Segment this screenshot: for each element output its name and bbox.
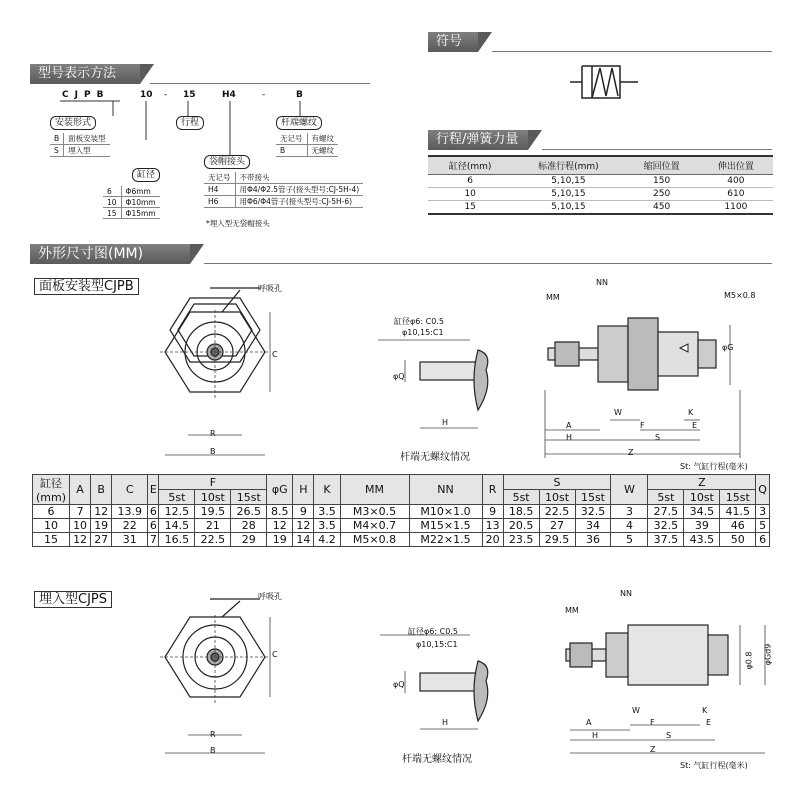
cjpb-dim-Z: Z: [628, 448, 634, 457]
mount-option-row: [50, 145, 110, 157]
table-cell: 15: [428, 201, 512, 215]
bore-option-row: [103, 186, 160, 197]
cjpb-rod-caption: 杆端无螺纹情况: [400, 452, 470, 463]
bore-option-row: [103, 197, 160, 208]
table-cell: 3: [611, 505, 648, 519]
bore-options-table: [103, 186, 160, 219]
table-cell: 14: [293, 533, 314, 547]
table-cell: 27.5: [648, 505, 684, 519]
table-cell: 6: [33, 505, 70, 519]
thread-options-table: [276, 133, 338, 157]
table-row: [33, 505, 770, 519]
cjpb-drawings: [0, 270, 800, 470]
cjpb-dim-H: H: [566, 433, 573, 442]
mount-type-pill: 安装形式: [50, 116, 96, 130]
stroke-col-extended: 伸出位置: [699, 156, 773, 175]
table-cell: 3.5: [314, 519, 340, 533]
cjpb-dim-K: K: [688, 408, 694, 417]
fitting-pill: 袋帽接头: [204, 155, 250, 169]
cjps-dim-B: B: [210, 746, 216, 755]
bore-option-code: 6: [103, 186, 121, 197]
cjps-rod-dim-H: H: [442, 718, 449, 727]
thread-pill: 杆端螺纹: [276, 116, 322, 130]
bore-option-desc: Φ15mm: [121, 208, 160, 219]
model-code-thread: B: [296, 90, 303, 100]
table-cell: M15×1.5: [409, 519, 482, 533]
cjpb-title: 面板安装型CJPB: [34, 278, 139, 295]
cjpb-rod-note2: φ10,15:C1: [402, 328, 444, 337]
table-cell: 12: [293, 519, 314, 533]
model-code-prefix: CJPB: [62, 90, 110, 100]
cjps-dim-MM: MM: [565, 606, 579, 615]
outline-header-rule: [204, 263, 772, 264]
dims-header-row: [33, 475, 770, 490]
stroke-col-bore: 缸径(mm): [428, 156, 512, 175]
table-row: [428, 188, 773, 201]
table-cell: 8.5: [267, 505, 293, 519]
dims-col-W: W: [611, 475, 648, 505]
symbol-header-text: 符号: [436, 34, 463, 49]
table-cell: M4×0.7: [340, 519, 409, 533]
model-code-dash1: -: [164, 90, 168, 100]
table-cell: 400: [699, 175, 773, 188]
cjps-dim-K: K: [702, 706, 708, 715]
dims-sub-S-10st: 10st: [539, 490, 575, 505]
bore-option-code: 15: [103, 208, 121, 219]
table-cell: 39: [684, 519, 720, 533]
table-cell: 5: [611, 533, 648, 547]
table-cell: 41.5: [720, 505, 756, 519]
cjpb-dim-R: R: [210, 429, 216, 438]
cjpb-dim-F: F: [640, 421, 645, 430]
table-cell: 21: [195, 519, 231, 533]
mount-option-desc: 面板安装型: [64, 133, 110, 145]
table-cell: 9: [482, 505, 503, 519]
table-cell: 12: [267, 519, 293, 533]
thread-option-desc: 无螺纹: [307, 145, 338, 157]
fitting-option-code: H4: [204, 184, 235, 196]
table-cell: 29: [231, 533, 267, 547]
dims-col-C: C: [112, 475, 148, 505]
cjpb-dim-W: W: [614, 408, 622, 417]
table-cell: 6: [428, 175, 512, 188]
cjps-rod-caption: 杆端无螺纹情况: [402, 754, 472, 765]
table-cell: 32.5: [575, 505, 611, 519]
table-cell: 12.5: [159, 505, 195, 519]
table-cell: 9: [293, 505, 314, 519]
dims-col-NN: NN: [409, 475, 482, 505]
dims-body: [33, 505, 770, 547]
table-cell: 150: [625, 175, 699, 188]
table-cell: 50: [720, 533, 756, 547]
bore-option-desc: Φ10mm: [121, 197, 160, 208]
stroke-force-table: [428, 155, 773, 215]
cjpb-dim-M5: M5×0.8: [724, 291, 756, 300]
bore-pill: 缸径: [132, 168, 160, 182]
table-cell: 4.2: [314, 533, 340, 547]
table-cell: M5×0.8: [340, 533, 409, 547]
outline-header-text: 外形尺寸图(MM): [38, 246, 144, 262]
dims-col-R: R: [482, 475, 503, 505]
dims-col-Q: Q: [756, 475, 770, 505]
cjps-dim-Z: Z: [650, 745, 656, 754]
dims-col-H: H: [293, 475, 314, 505]
cjps-dim-C: C: [272, 650, 278, 659]
table-cell: 20.5: [503, 519, 539, 533]
table-cell: 28: [231, 519, 267, 533]
table-cell: M10×1.0: [409, 505, 482, 519]
table-cell: 32.5: [648, 519, 684, 533]
table-cell: 6: [148, 519, 159, 533]
mount-option-code: S: [50, 145, 64, 157]
dims-sub-S-15st: 15st: [575, 490, 611, 505]
cjpb-dim-S: S: [655, 433, 661, 442]
table-row: [428, 201, 773, 215]
dims-sub-F-10st: 10st: [195, 490, 231, 505]
table-cell: 26.5: [231, 505, 267, 519]
thread-option-row: [276, 133, 338, 145]
table-cell: 5: [756, 519, 770, 533]
cjps-dim-S: S: [666, 731, 672, 740]
model-code-bore: 10: [140, 90, 153, 100]
table-cell: 13.9: [112, 505, 148, 519]
cjpb-rod-note1: 缸径φ6: C0.5: [394, 317, 444, 326]
table-cell: 12: [70, 533, 91, 547]
table-cell: 22.5: [195, 533, 231, 547]
table-row: [33, 519, 770, 533]
table-cell: 5,10,15: [512, 201, 624, 215]
table-cell: 6: [148, 505, 159, 519]
table-cell: 3.5: [314, 505, 340, 519]
cjps-dim-NN: NN: [620, 589, 632, 598]
cjps-dim-Gd9: φGd9: [763, 643, 773, 666]
dims-sub-F-5st: 5st: [159, 490, 195, 505]
fitting-option-desc: 不带接头: [235, 172, 363, 184]
thread-option-code: 无记号: [276, 133, 307, 145]
cjps-dim-W: W: [632, 706, 640, 715]
model-code-dash2: -: [262, 90, 266, 100]
table-cell: M22×1.5: [409, 533, 482, 547]
table-cell: 29.5: [539, 533, 575, 547]
cjpb-dim-B: B: [210, 447, 216, 456]
cjps-rod-note2: φ10,15:C1: [416, 640, 458, 649]
cjps-st-note: St: 气缸行程(毫米): [680, 761, 748, 770]
table-cell: 37.5: [648, 533, 684, 547]
fitting-options-table: [204, 172, 363, 208]
cjpb-breather-label: 呼吸孔: [258, 284, 282, 293]
cjpb-dim-NN: NN: [596, 278, 608, 287]
table-cell: 13: [482, 519, 503, 533]
bore-option-row: [103, 208, 160, 219]
table-cell: 19: [91, 519, 112, 533]
dims-sub-F-15st: 15st: [231, 490, 267, 505]
table-cell: 27: [91, 533, 112, 547]
cjpb-st-note: St: 气缸行程(毫米): [680, 462, 748, 471]
cjpb-dim-Q: φQ: [393, 372, 405, 381]
cylinder-symbol: [560, 58, 680, 110]
dims-col-A: A: [70, 475, 91, 505]
dims-col-K: K: [314, 475, 340, 505]
cjps-dim-Q: φQ: [393, 680, 405, 689]
mount-option-code: B: [50, 133, 64, 145]
dims-col-B: B: [91, 475, 112, 505]
model-code-stroke: 15: [183, 90, 196, 100]
dimensions-table: [32, 474, 770, 547]
cjps-title: 埋入型CJPS: [34, 591, 112, 608]
table-cell: 34.5: [684, 505, 720, 519]
cjpb-dim-E: E: [692, 421, 698, 430]
table-cell: 6: [756, 533, 770, 547]
dims-col-F: F: [159, 475, 267, 490]
table-cell: 31: [112, 533, 148, 547]
cjps-breather-label: 呼吸孔: [258, 592, 282, 601]
cjps-dim-H: H: [592, 731, 599, 740]
table-cell: 19.5: [195, 505, 231, 519]
dims-col-S: S: [503, 475, 611, 490]
table-cell: 46: [720, 519, 756, 533]
table-cell: 10: [70, 519, 91, 533]
dims-col-G: φG: [267, 475, 293, 505]
cjps-dim-F: F: [650, 718, 655, 727]
fitting-option-row: [204, 196, 363, 208]
table-cell: 12: [91, 505, 112, 519]
table-cell: 20: [482, 533, 503, 547]
dims-sub-Z-15st: 15st: [720, 490, 756, 505]
fitting-option-code: 无记号: [204, 172, 235, 184]
table-cell: 22.5: [539, 505, 575, 519]
table-cell: 4: [611, 519, 648, 533]
table-cell: M3×0.5: [340, 505, 409, 519]
cjps-dim-A: A: [586, 718, 592, 727]
stroke-force-header-text: 行程/弹簧力量: [436, 132, 519, 147]
outline-header: [30, 244, 190, 264]
table-cell: 5,10,15: [512, 188, 624, 201]
dims-sub-Z-10st: 10st: [684, 490, 720, 505]
cjps-rod-note1: 缸径φ6: C0.5: [408, 627, 458, 636]
cjps-dim-E: E: [706, 718, 712, 727]
mount-options-table: [50, 133, 110, 157]
table-row: [428, 175, 773, 188]
table-cell: 19: [267, 533, 293, 547]
table-row: [33, 533, 770, 547]
table-cell: 14.5: [159, 519, 195, 533]
cjpb-dim-C: C: [272, 350, 278, 359]
table-cell: 27: [539, 519, 575, 533]
table-cell: 450: [625, 201, 699, 215]
table-cell: 5,10,15: [512, 175, 624, 188]
model-code-fitting: H4: [222, 90, 236, 100]
table-cell: 23.5: [503, 533, 539, 547]
table-cell: 36: [575, 533, 611, 547]
dims-col-Z: Z: [648, 475, 756, 490]
model-header-text: 型号表示方法: [38, 66, 117, 81]
table-cell: 15: [33, 533, 70, 547]
thread-option-code: B: [276, 145, 307, 157]
dims-col-bore: 缸径 (mm): [33, 475, 70, 505]
dims-col-E: E: [148, 475, 159, 505]
mount-option-row: [50, 133, 110, 145]
table-cell: 43.5: [684, 533, 720, 547]
bore-option-desc: Φ6mm: [121, 186, 160, 197]
table-cell: 7: [70, 505, 91, 519]
cjps-dim-D08: φ0.8: [744, 651, 754, 670]
table-cell: 34: [575, 519, 611, 533]
fitting-option-desc: 用Φ4/Φ2.5管子(接头型号:CJ-5H-4): [235, 184, 363, 196]
fitting-option-row: [204, 172, 363, 184]
thread-option-desc: 有螺纹: [307, 133, 338, 145]
table-cell: 22: [112, 519, 148, 533]
mount-option-desc: 埋入型: [64, 145, 110, 157]
dims-sub-S-5st: 5st: [503, 490, 539, 505]
stroke-pill: 行程: [176, 116, 204, 130]
bore-option-code: 10: [103, 197, 121, 208]
stroke-col-standard: 标准行程(mm): [512, 156, 624, 175]
cjpb-dim-A: A: [566, 421, 572, 430]
table-cell: 1100: [699, 201, 773, 215]
cjps-dim-R: R: [210, 730, 216, 739]
dims-sub-Z-5st: 5st: [648, 490, 684, 505]
fitting-option-row: [204, 184, 363, 196]
table-cell: 16.5: [159, 533, 195, 547]
table-cell: 610: [699, 188, 773, 201]
table-cell: 10: [33, 519, 70, 533]
table-cell: 10: [428, 188, 512, 201]
table-cell: 3: [756, 505, 770, 519]
dims-col-MM: MM: [340, 475, 409, 505]
thread-option-row: [276, 145, 338, 157]
cjpb-dim-G: φG: [722, 343, 734, 352]
cjpb-rod-dim-H: H: [442, 418, 449, 427]
fitting-note: *埋入型无袋帽接头: [206, 219, 270, 228]
fitting-option-desc: 用Φ6/Φ4管子(接头型号:CJ-5H-6): [235, 196, 363, 208]
table-cell: 250: [625, 188, 699, 201]
table-cell: 18.5: [503, 505, 539, 519]
table-cell: 7: [148, 533, 159, 547]
fitting-option-code: H6: [204, 196, 235, 208]
stroke-table-header-row: [428, 156, 773, 175]
stroke-col-retracted: 缩回位置: [625, 156, 699, 175]
cjpb-dim-MM: MM: [546, 293, 560, 302]
